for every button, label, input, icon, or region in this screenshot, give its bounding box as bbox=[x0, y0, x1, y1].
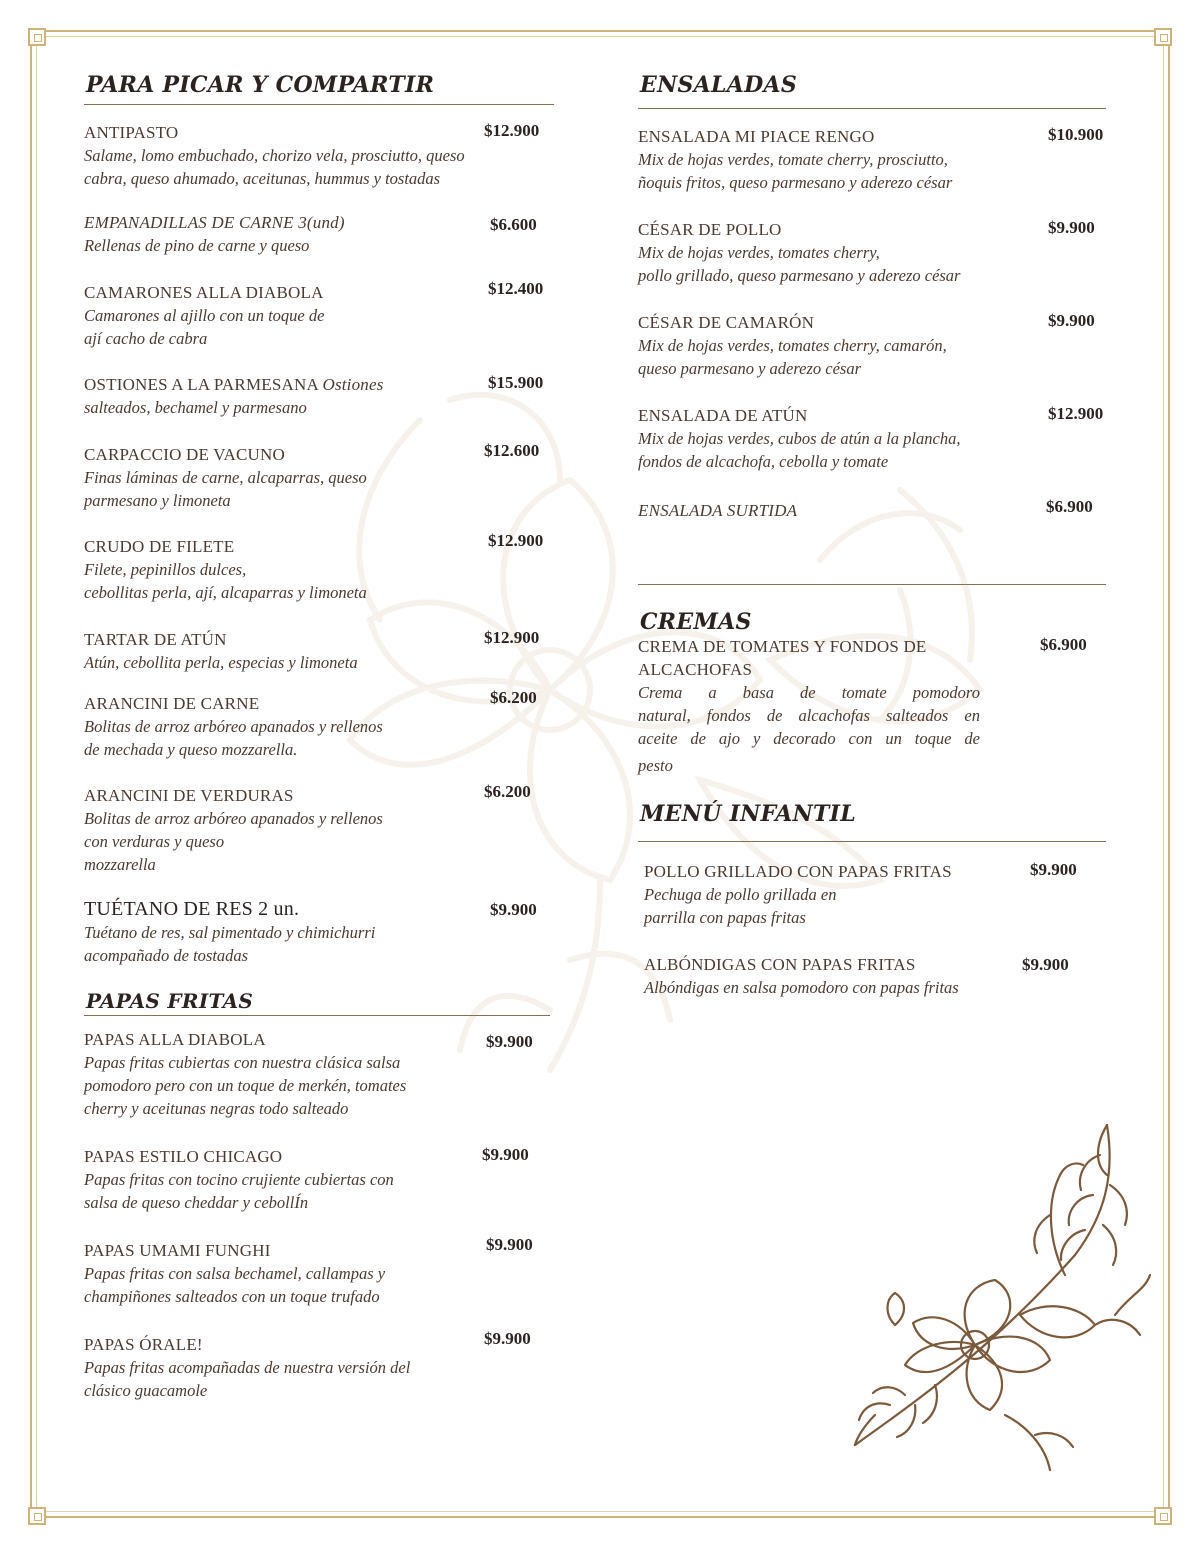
item-name-text: OSTIONES A LA PARMESANA bbox=[84, 375, 319, 394]
menu-column-right bbox=[638, 72, 1108, 999]
floral-bouquet-icon bbox=[845, 1115, 1155, 1475]
item-desc: con verduras y queso bbox=[84, 832, 225, 851]
section-title: ENSALADAS bbox=[640, 72, 798, 98]
item-price: $9.900 bbox=[486, 1032, 533, 1051]
section-title: MENÚ INFANTIL bbox=[640, 801, 857, 827]
item-desc: Atún, cebollita perla, especias y limoneta bbox=[84, 653, 358, 672]
menu-item-atun bbox=[638, 404, 1108, 473]
section-title: CREMAS bbox=[640, 609, 752, 635]
item-desc: pomodoro pero con un toque de merkén, tomates bbox=[84, 1076, 407, 1095]
item-desc: Papas fritas con tocino crujiente cubiertas con bbox=[84, 1170, 394, 1189]
item-desc: Mix de hojas verdes, tomates cherry, bbox=[638, 243, 880, 262]
item-price: $10.900 bbox=[1048, 125, 1104, 144]
item-name: CAMARONES ALLA DIABOLA bbox=[84, 283, 324, 302]
item-desc: parmesano y limoneta bbox=[84, 491, 231, 510]
item-name: ARANCINI DE CARNE bbox=[84, 694, 260, 713]
menu-item-empanadillas bbox=[84, 211, 554, 257]
item-desc: Bolitas de arroz arbóreo apanados y rellenos bbox=[84, 809, 383, 828]
item-name: POLLO GRILLADO CON PAPAS FRITAS bbox=[644, 862, 952, 881]
item-price: $15.900 bbox=[488, 373, 544, 392]
item-price: $9.900 bbox=[486, 1235, 533, 1254]
menu-item-papas-umami bbox=[84, 1235, 554, 1308]
item-desc: ají cacho de cabra bbox=[84, 329, 208, 348]
menu-column-left bbox=[84, 72, 554, 1402]
item-desc: fondos de alcachofa, cebolla y tomate bbox=[638, 452, 889, 471]
menu-item-crudo bbox=[84, 531, 554, 604]
item-price: $12.400 bbox=[488, 279, 544, 298]
item-desc: Rellenas de pino de carne y queso bbox=[84, 236, 310, 255]
item-desc: Filete, pepinillos dulces, bbox=[84, 560, 247, 579]
item-price: $6.900 bbox=[1040, 635, 1087, 654]
section-cremas bbox=[638, 609, 1108, 635]
section-papas-fritas bbox=[84, 989, 554, 1016]
item-price: $6.900 bbox=[1046, 497, 1093, 516]
item-name: TARTAR DE ATÚN bbox=[84, 630, 227, 649]
item-name: PAPAS ÓRALE! bbox=[84, 1335, 203, 1354]
menu-item-arancini-carne bbox=[84, 688, 554, 761]
item-desc: acompañado de tostadas bbox=[84, 946, 249, 965]
item-desc: aceite de ajo y decorado con un toque de bbox=[638, 729, 980, 748]
item-desc: Mix de hojas verdes, tomates cherry, camarón, bbox=[638, 336, 947, 355]
item-name: EMPANADILLAS DE CARNE 3(und) bbox=[84, 213, 345, 232]
item-price: $12.900 bbox=[484, 628, 540, 647]
item-desc: Albóndigas en salsa pomodoro con papas fritas bbox=[644, 978, 959, 997]
item-price: $6.200 bbox=[484, 782, 531, 801]
item-name: CARPACCIO DE VACUNO bbox=[84, 445, 285, 464]
item-desc: salteados, bechamel y parmesano bbox=[84, 398, 307, 417]
item-desc: salsa de queso cheddar y cebollÍn bbox=[84, 1193, 309, 1212]
item-desc: Mix de hojas verdes, tomate cherry, prosciutto, bbox=[638, 150, 948, 169]
corner-ornament-icon bbox=[28, 1507, 46, 1525]
item-desc: Salame, lomo embuchado, chorizo vela, prosciutto, queso bbox=[84, 146, 465, 165]
menu-item-papas-diabola bbox=[84, 1028, 554, 1120]
item-name: CÉSAR DE CAMARÓN bbox=[638, 313, 815, 332]
menu-item-carpaccio bbox=[84, 443, 554, 512]
item-desc: Bolitas de arroz arbóreo apanados y rellenos bbox=[84, 717, 383, 736]
corner-ornament-icon bbox=[1154, 1507, 1172, 1525]
section-rule bbox=[638, 841, 1106, 842]
item-price: $6.600 bbox=[490, 215, 537, 234]
item-desc: Papas fritas con salsa bechamel, callampas y bbox=[84, 1264, 386, 1283]
section-title: PARA PICAR Y COMPARTIR bbox=[86, 72, 435, 98]
item-desc: Papas fritas acompañadas de nuestra versión del bbox=[84, 1358, 411, 1377]
item-desc: natural, fondos de alcachofas salteados en bbox=[638, 706, 980, 725]
item-name: PAPAS ESTILO CHICAGO bbox=[84, 1147, 283, 1166]
item-price: $12.900 bbox=[484, 121, 540, 140]
menu-item-ostiones bbox=[84, 373, 554, 419]
item-desc: de mechada y queso mozzarella. bbox=[84, 740, 298, 759]
menu-item-albondigas bbox=[638, 953, 1108, 999]
item-desc: Pechuga de pollo grillada en bbox=[644, 885, 837, 904]
item-desc: cherry y aceitunas negras todo salteado bbox=[84, 1099, 349, 1118]
item-desc: Crema a basa de tomate pomodoro bbox=[638, 683, 980, 702]
item-name: CRUDO DE FILETE bbox=[84, 537, 235, 556]
item-desc: parrilla con papas fritas bbox=[644, 908, 806, 927]
item-desc: mozzarella bbox=[84, 855, 156, 874]
menu-item-crema-tomates bbox=[638, 635, 1108, 777]
item-name: ALBÓNDIGAS CON PAPAS FRITAS bbox=[644, 955, 916, 974]
item-price: $9.900 bbox=[484, 1329, 531, 1348]
item-price: $9.900 bbox=[490, 900, 537, 919]
corner-ornament-icon bbox=[28, 28, 46, 46]
corner-ornament-icon bbox=[1154, 28, 1172, 46]
item-price: $12.900 bbox=[488, 531, 544, 550]
item-name: ANTIPASTO bbox=[84, 123, 179, 142]
item-price: $9.900 bbox=[482, 1145, 529, 1164]
section-para-picar bbox=[84, 72, 554, 105]
item-name-line2: ALCACHOFAS bbox=[638, 660, 753, 679]
item-name: TUÉTANO DE RES 2 un. bbox=[84, 898, 300, 920]
item-desc: Papas fritas cubiertas con nuestra clásica salsa bbox=[84, 1053, 401, 1072]
section-title: PAPAS FRITAS bbox=[86, 989, 254, 1013]
item-name: PAPAS UMAMI FUNGHI bbox=[84, 1241, 271, 1260]
item-price: $9.900 bbox=[1048, 311, 1095, 330]
menu-item-tuetano bbox=[84, 898, 554, 967]
item-name: CREMA DE TOMATES Y FONDOS DE bbox=[638, 637, 927, 656]
item-price: $12.600 bbox=[484, 441, 540, 460]
item-price: $12.900 bbox=[1048, 404, 1104, 423]
item-desc: Tuétano de res, sal pimentado y chimichurri bbox=[84, 923, 376, 942]
item-name: CÉSAR DE POLLO bbox=[638, 220, 782, 239]
item-inline-desc: Ostiones bbox=[322, 375, 384, 394]
menu-item-camarones bbox=[84, 281, 554, 350]
item-price: $9.900 bbox=[1030, 860, 1077, 879]
menu-item-cesar-pollo bbox=[638, 218, 1108, 287]
item-name bbox=[84, 373, 554, 396]
item-desc: Mix de hojas verdes, cubos de atún a la plancha, bbox=[638, 429, 961, 448]
section-ensaladas bbox=[638, 72, 1108, 109]
menu-item-surtida bbox=[638, 499, 1108, 522]
section-divider bbox=[638, 584, 1106, 585]
section-rule bbox=[84, 1015, 550, 1016]
item-desc: Finas láminas de carne, alcaparras, queso bbox=[84, 468, 367, 487]
item-desc: cebollitas perla, ají, alcaparras y limoneta bbox=[84, 583, 367, 602]
item-price: $9.900 bbox=[1048, 218, 1095, 237]
section-rule bbox=[638, 108, 1106, 109]
menu-item-papas-orale bbox=[84, 1329, 554, 1402]
menu-item-mi-piace bbox=[638, 125, 1108, 194]
item-desc: clásico guacamole bbox=[84, 1381, 208, 1400]
menu-item-tartar bbox=[84, 628, 554, 674]
section-rule bbox=[84, 104, 554, 105]
item-desc: pollo grillado, queso parmesano y aderezo césar bbox=[638, 266, 961, 285]
item-desc: queso parmesano y aderezo césar bbox=[638, 359, 862, 378]
menu-item-arancini-verduras bbox=[84, 784, 554, 876]
item-name: PAPAS ALLA DIABOLA bbox=[84, 1030, 266, 1049]
item-price: $6.200 bbox=[490, 688, 537, 707]
menu-item-pollo-grillado bbox=[638, 860, 1108, 929]
item-name: ENSALADA MI PIACE RENGO bbox=[638, 127, 875, 146]
item-name: ENSALADA SURTIDA bbox=[638, 501, 798, 520]
section-menu-infantil bbox=[638, 801, 1108, 842]
item-price: $9.900 bbox=[1022, 955, 1069, 974]
menu-item-antipasto bbox=[84, 121, 554, 190]
item-desc: ñoquis fritos, queso parmesano y aderezo césar bbox=[638, 173, 953, 192]
item-desc: Camarones al ajillo con un toque de bbox=[84, 306, 325, 325]
item-name: ARANCINI DE VERDURAS bbox=[84, 786, 294, 805]
menu-item-papas-chicago bbox=[84, 1145, 554, 1214]
item-desc: pesto bbox=[638, 756, 673, 775]
menu-item-cesar-camaron bbox=[638, 311, 1108, 380]
item-desc: cabra, queso ahumado, aceitunas, hummus y tostadas bbox=[84, 169, 441, 188]
item-name: ENSALADA DE ATÚN bbox=[638, 406, 808, 425]
item-desc: champiñones salteados con un toque trufado bbox=[84, 1287, 380, 1306]
